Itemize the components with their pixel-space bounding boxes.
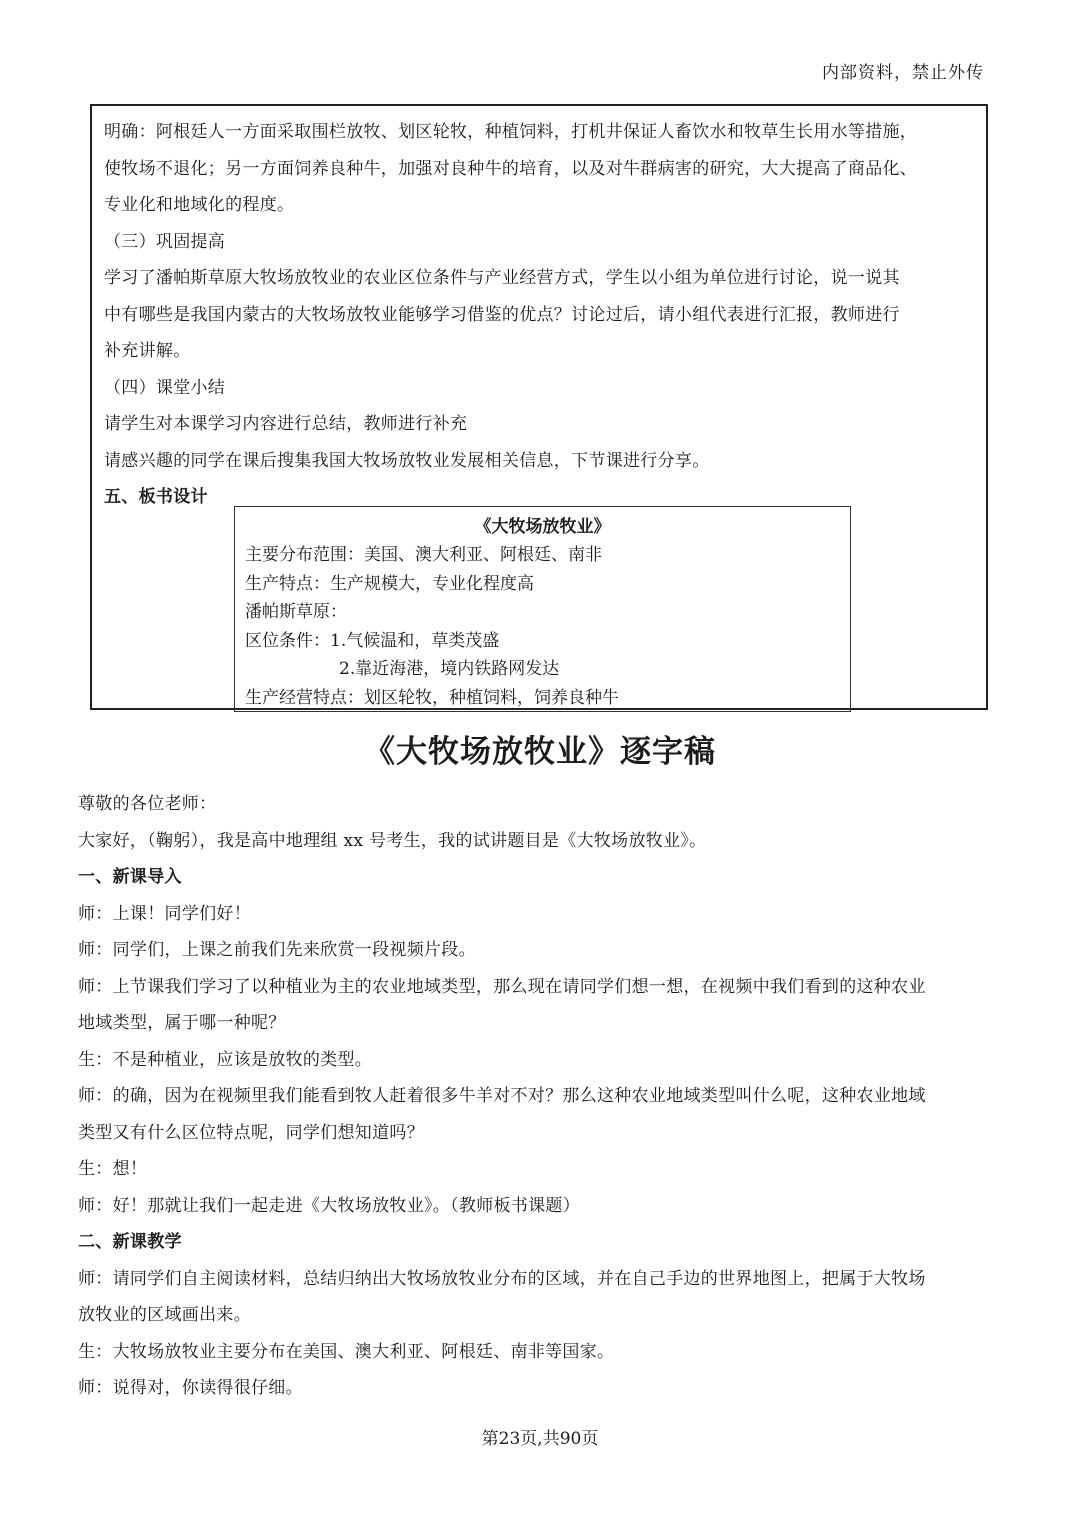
paragraph-line: 请感兴趣的同学在课后搜集我国大牧场放牧业发展相关信息，下节课进行分享。 — [104, 450, 710, 471]
paragraph-line: 使牧场不退化；另一方面饲养良种牛，加强对良种牛的培育，以及对牛群病害的研究，大大提高了商品化、 — [104, 158, 918, 179]
paragraph-line: （四）课堂小结 — [104, 377, 226, 398]
paragraph-line: 师：说得对，你读得很仔细。 — [78, 1378, 303, 1398]
paragraph-line: 类型又有什么区位特点呢，同学们想知道吗？ — [78, 1122, 424, 1143]
section-heading: 二、新课教学 — [78, 1232, 182, 1252]
transcript-body — [78, 786, 1008, 1407]
paragraph-line: 生：想！ — [78, 1159, 148, 1179]
paragraph-line: 专业化和地域化的程度。 — [104, 195, 295, 215]
paragraph-line: 明确：阿根廷人一方面采取围栏放牧、划区轮牧，种植饲料，打机井保证人畜饮水和牧草生长用水等措施， — [104, 122, 918, 142]
paragraph-line: 学习了潘帕斯草原大牧场放牧业的农业区位条件与产业经营方式，学生以小组为单位进行讨论，说一说其 — [104, 268, 900, 288]
paragraph-line: 师：上节课我们学习了以种植业为主的农业地域类型，那么现在请同学们想一想，在视频中我们看到的这种农业 — [78, 976, 926, 997]
section-heading: 一、新课导入 — [78, 867, 182, 887]
paragraph-line: 师：请同学们自主阅读材料，总结归纳出大牧场放牧业分布的区域，并在自己手边的世界地图上，把属于大牧场 — [78, 1268, 926, 1289]
paragraph-line: 补充讲解。 — [104, 341, 191, 361]
board-line: 主要分布范围：美国、澳大利亚、阿根廷、南非 — [245, 545, 602, 565]
section-heading: 五、板书设计 — [104, 487, 208, 507]
paragraph-line: 请学生对本课学习内容进行总结，教师进行补充 — [104, 414, 468, 434]
paragraph-line: 师：的确，因为在视频里我们能看到牧人赶着很多牛羊对不对？那么这种农业地域类型叫什么呢，这种农业地域 — [78, 1086, 926, 1106]
board-line: 2.靠近海港，境内铁路网发达 — [339, 659, 560, 679]
paragraph-line: 师：同学们，上课之前我们先来欣赏一段视频片段。 — [78, 940, 476, 960]
paragraph-line: 生：不是种植业，应该是放牧的类型。 — [78, 1049, 373, 1070]
lesson-plan-text — [104, 114, 974, 516]
board-line: 潘帕斯草原： — [245, 602, 347, 622]
paragraph-line: （三）巩固提高 — [104, 231, 226, 252]
board-line: 生产经营特点：划区轮牧，种植饲料，饲养良种牛 — [245, 687, 619, 708]
confidential-note: 内部资料，禁止外传 — [822, 63, 984, 83]
paragraph-line: 师：上课！同学们好！ — [78, 903, 251, 924]
blackboard-design — [234, 506, 851, 712]
paragraph-line: 生：大牧场放牧业主要分布在美国、澳大利亚、阿根廷、南非等国家。 — [78, 1341, 615, 1362]
page-number: 第23页,共90页 — [481, 1429, 599, 1449]
board-lines — [245, 541, 840, 712]
paragraph-line: 师：好！那就让我们一起走进《大牧场放牧业》。（教师板书课题） — [78, 1195, 580, 1216]
paragraph-line: 尊敬的各位老师： — [78, 794, 217, 814]
board-line: 生产特点：生产规模大，专业化程度高 — [245, 573, 534, 594]
lesson-plan-box — [90, 104, 988, 710]
board-title: 《大牧场放牧业》 — [474, 517, 611, 537]
paragraph-line: 地域类型，属于哪一种呢？ — [78, 1013, 286, 1033]
board-line: 区位条件：1.气候温和，草类茂盛 — [245, 630, 500, 651]
paragraph-line: 放牧业的区域画出来。 — [78, 1305, 251, 1325]
paragraph-line: 中有哪些是我国内蒙古的大牧场放牧业能够学习借鉴的优点？讨论过后，请小组代表进行汇报，教师进行 — [104, 304, 900, 325]
paragraph-line: 大家好，（鞠躬），我是高中地理组 xx 号考生，我的试讲题目是《大牧场放牧业》。 — [78, 830, 707, 851]
document-title: 《大牧场放牧业》逐字稿 — [364, 734, 716, 770]
